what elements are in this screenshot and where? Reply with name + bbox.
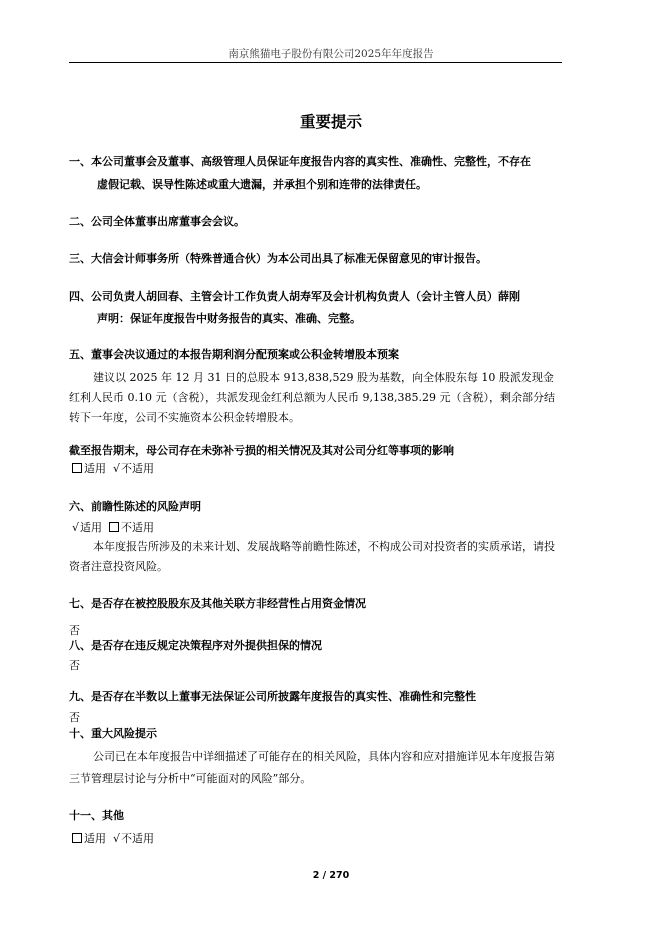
section-4-line1: 四、公司负责人胡回春、主管会计工作负责人胡寿军及会计机构负责人（会计主管人员）薛刚 [69,290,520,303]
checkmark-icon: √ [113,462,121,475]
checkmark-icon: √ [113,832,121,845]
options-row-5 [72,462,154,476]
page-title: 重要提示 [299,113,362,131]
section-4-line2: 声明：保证年度报告中财务报告的真实、准确、完整。 [97,312,361,325]
checkbox-empty-icon [109,522,119,532]
option-not-applicable-label: 不适用 [121,462,155,475]
option-applicable-label: 适用 [84,462,106,475]
header-rule [69,62,562,63]
option-not-applicable-label: 不适用 [121,521,155,534]
running-header: 南京熊猫电子股份有限公司2025年年度报告 [228,48,434,60]
option-applicable-label: 适用 [84,832,106,845]
section-1-line1: 一、本公司董事会及董事、高级管理人员保证年度报告内容的真实性、准确性、完整性，不存在 [69,155,531,168]
option-applicable-label: 适用 [80,521,103,534]
section-10-body: 公司已在本年度报告中详细描述了可能存在的相关风险，具体内容和应对措施详见本年度报告第三节管理层讨论与分析中“可能面对的风险”部分。 [69,750,555,785]
section-11-heading: 十一、其他 [69,809,124,822]
section-6-body: 本年度报告所涉及的未来计划、发展战略等前瞻性陈述，不构成公司对投资者的实质承诺，请投资者注意投资风险。 [69,540,555,573]
options-row-6 [72,521,154,535]
section-9-heading: 九、是否存在半数以上董事无法保证公司所披露年度报告的真实性、准确性和完整性 [69,690,476,703]
section-8-answer: 否 [69,659,80,672]
section-8-heading: 八、是否存在违反规定决策程序对外提供担保的情况 [69,639,322,652]
section-5-heading: 五、董事会决议通过的本报告期利润分配预案或公积金转增股本预案 [69,348,399,361]
section-2: 二、公司全体董事出席董事会会议。 [69,215,245,228]
section-5-subheading: 截至报告期末，母公司存在未弥补亏损的相关情况及其对公司分红等事项的影响 [69,444,454,457]
options-row-11 [72,832,154,846]
section-3: 三、大信会计师事务所（特殊普通合伙）为本公司出具了标准无保留意见的审计报告。 [69,252,487,265]
section-7-answer: 否 [69,624,80,637]
checkbox-empty-icon [72,463,82,473]
section-1-line2: 虚假记载、误导性陈述或重大遗漏，并承担个别和连带的法律责任。 [97,178,427,191]
option-not-applicable-label: 不适用 [121,832,155,845]
page-number: 2 / 270 [312,870,350,881]
section-9-answer: 否 [69,711,80,724]
checkbox-empty-icon [72,833,82,843]
section-10-heading: 十、重大风险提示 [69,727,157,740]
section-5-body: 建议以 2025 年 12 月 31 日的总股本 913,838,529 股为基数，向全体股东每 10 股派发现金红利人民币 0.10 元（含税），共派发现金红利总额为人民币 9,138,385.29 元（含税），剩余部分结转下一年度，公司不实施资本公积金转增股本。 [69,371,555,424]
section-7-heading: 七、是否存在被控股股东及其他关联方非经营性占用资金情况 [69,597,366,610]
section-6-heading: 六、前瞻性陈述的风险声明 [69,500,201,513]
checkmark-icon: √ [72,521,80,534]
